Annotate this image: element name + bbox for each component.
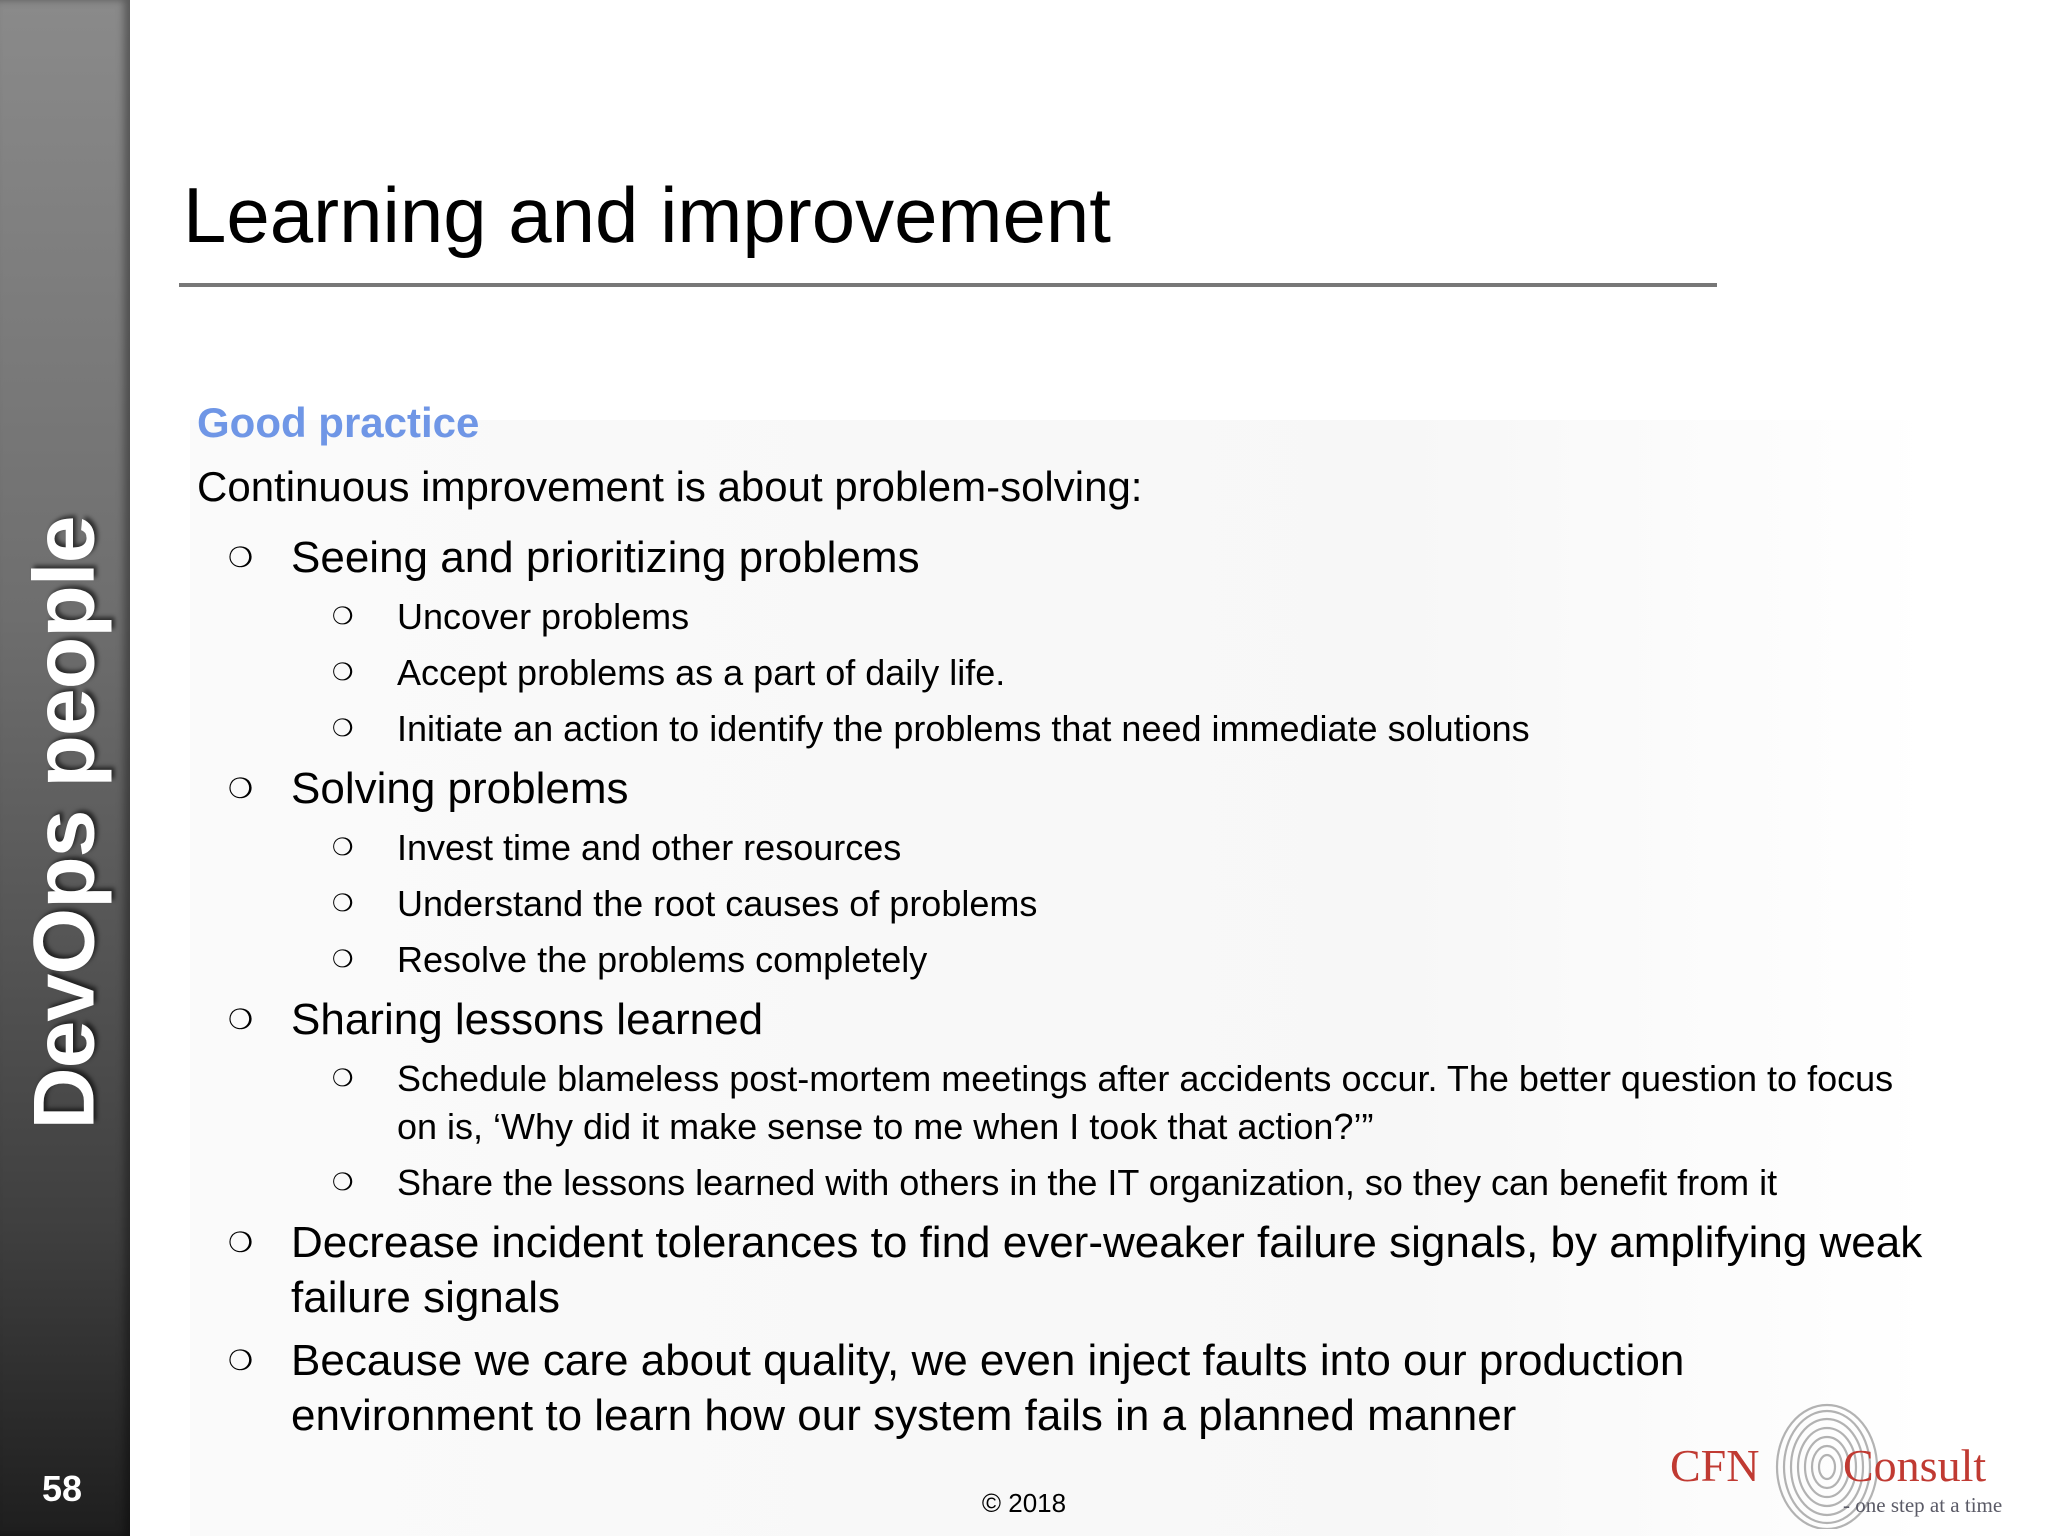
page-number: 58 [42,1468,83,1509]
sub-bullet-item [197,1055,1937,1151]
circle-bullet-icon: ❍ [332,834,354,861]
section-title: DevOps people [16,516,113,1130]
sub-bullet-item [197,649,1937,697]
bullet-text: Sharing lessons learned [291,995,764,1044]
sub-bullet-text: Share the lessons learned with others in the IT organization, so they can benefit from it [397,1162,1778,1203]
bullet-item [197,1215,1937,1325]
circle-bullet-icon: ❍ [332,1169,354,1196]
circle-bullet-icon: ❍ [332,715,354,742]
sub-bullet-item [197,824,1937,872]
logo-tagline: - one step at a time [1843,1493,2003,1517]
bullet-text: Decrease incident tolerances to find ever-weaker failure signals, by amplifying weak failure signals [291,1218,1923,1322]
copyright-footer: © 2018 [981,1488,1067,1518]
sub-bullet-item [197,936,1937,984]
circle-bullet-icon: ❍ [332,603,354,630]
circle-bullet-icon: ❍ [228,542,254,573]
circle-bullet-icon: ❍ [228,1345,254,1376]
sub-bullet-text: Invest time and other resources [397,827,902,868]
circle-bullet-icon: ❍ [228,1004,254,1035]
subheading: Good practice [197,399,480,446]
sub-bullet-text: Schedule blameless post-mortem meetings after accidents occur. The better question to focus on is, ‘Why did it make sense to me when I took that action?’” [397,1058,1894,1147]
company-logo [1660,1395,2040,1530]
bullet-item [197,530,1937,585]
logo-text-cfn: CFN [1670,1440,1760,1491]
circle-bullet-icon: ❍ [332,946,354,973]
bullet-text: Because we care about quality, we even inject faults into our production environment to learn how our system fails in a planned manner [291,1336,1685,1440]
bullet-item [197,992,1937,1047]
bullet-text: Solving problems [291,764,629,813]
sub-bullet-text: Understand the root causes of problems [397,883,1038,924]
sub-bullet-text: Resolve the problems completely [397,939,928,980]
sub-bullet-text: Initiate an action to identify the problems that need immediate solutions [397,708,1530,749]
sub-bullet-item [197,1159,1937,1207]
slide-title: Learning and improvement [183,171,1111,259]
circle-bullet-icon: ❍ [228,1227,254,1258]
circle-bullet-icon: ❍ [332,890,354,917]
title-divider [179,283,1717,287]
intro-text: Continuous improvement is about problem-solving: [197,463,1143,510]
circle-bullet-icon: ❍ [332,1065,354,1092]
circle-bullet-icon: ❍ [228,773,254,804]
sub-bullet-text: Accept problems as a part of daily life. [397,652,1006,693]
logo-text-consult: Consult [1843,1440,1987,1491]
bullet-text: Seeing and prioritizing problems [291,533,920,582]
sub-bullet-item [197,705,1937,753]
sidebar [0,0,130,1536]
bullet-item [197,761,1937,816]
circle-bullet-icon: ❍ [332,659,354,686]
sub-bullet-item [197,593,1937,641]
sub-bullet-item [197,880,1937,928]
sub-bullet-text: Uncover problems [397,596,690,637]
slide-body [197,399,1937,1451]
